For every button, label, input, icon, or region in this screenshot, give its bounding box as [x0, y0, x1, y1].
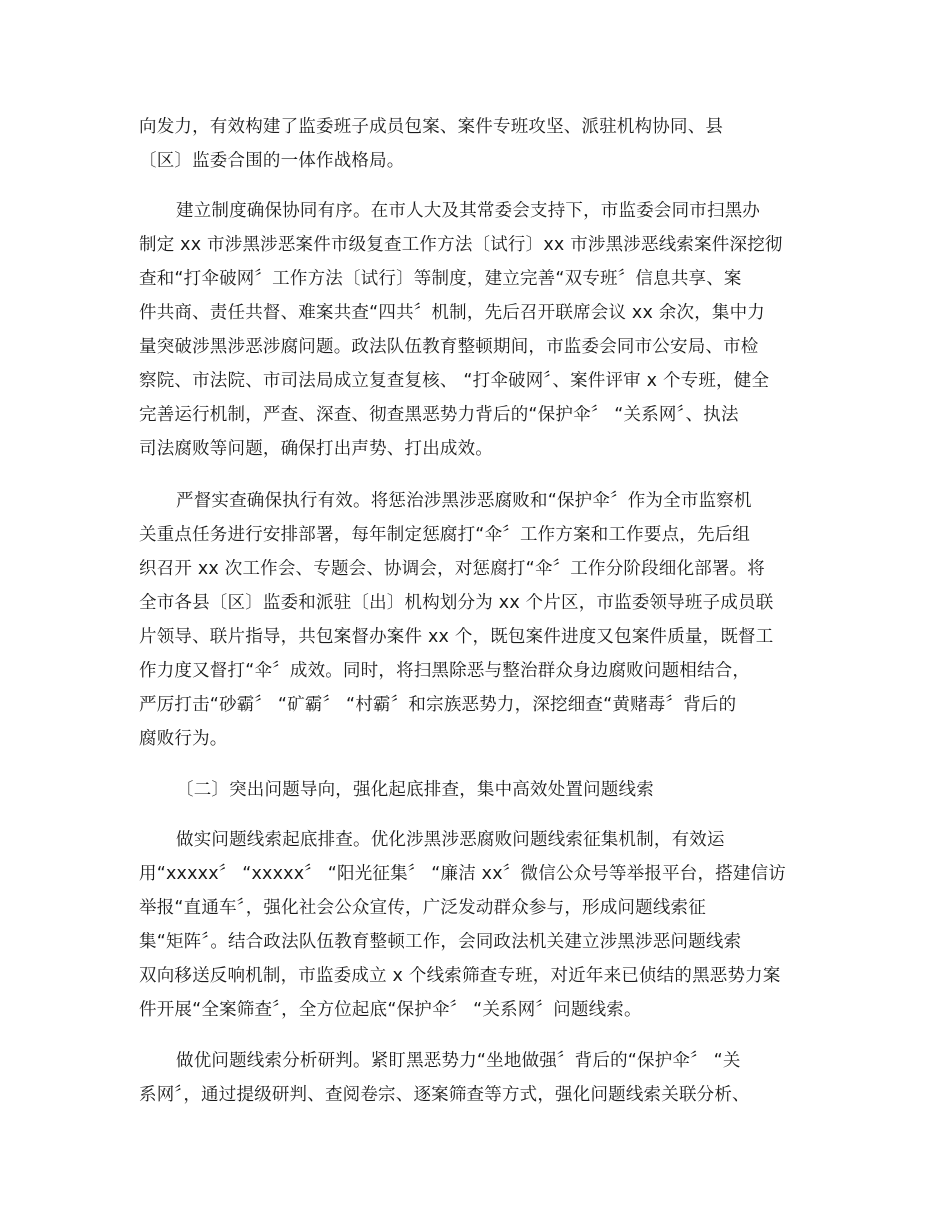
text-line: 举报“直通车〞，强化社会公众宣传，广泛发动群众参与，形成问题线索征 [139, 898, 706, 918]
text-line: 片领导、联片指导，共包案督办案件 xx 个，既包案件进度又包案件质量，既督工 [139, 627, 774, 647]
text-line: 完善运行机制，严查、深查、彻查黑恶势力背后的“保护伞〞 “关系网〞、执法 [139, 405, 739, 425]
text-line: 制定 xx 市涉黑涉恶案件市级复查工作方法〔试行〕xx 市涉黑涉恶线索案件深挖彻 [139, 235, 783, 255]
paragraph-heading-line: 建立制度确保协同有序。在市人大及其常委会支持下，市监委会同市扫黑办 [176, 201, 761, 221]
text-line: 关重点任务进行安排部署，每年制定惩腐打“伞〞工作方案和工作要点，先后组 [139, 525, 751, 545]
paragraph-heading-line: 做优问题线索分析研判。紧盯黑恶势力“坐地做强〞背后的“保护伞〞 “关 [176, 1051, 741, 1071]
text-line: 作力度又督打“伞〞成效。同时，将扫黑除恶与整治群众身边腐败问题相结合， [139, 661, 751, 681]
text-line: 查和“打伞破网〞工作方法〔试行〕等制度，建立完善“双专班〞信息共享、案 [139, 269, 742, 289]
text-line: 系网〞，通过提级研判、查阅卷宗、逐案筛查等方式，强化问题线索关联分析、 [139, 1085, 750, 1105]
text-line: 司法腐败等问题，确保打出声势、打出成效。 [139, 439, 493, 459]
text-line: 织召开 xx 次工作会、专题会、协调会，对惩腐打“伞〞工作分阶段细化部署。将 [139, 559, 766, 579]
text-line: 全市各县〔区〕监委和派驻〔出〕机构划分为 xx 个片区，市监委领导班子成员联 [139, 593, 774, 613]
text-line: 集“矩阵〞。结合政法队伍教育整顿工作，会同政法机关建立涉黑涉恶问题线索 [139, 932, 742, 952]
section-heading: 〔二〕突出问题导向，强化起底排查，集中高效处置问题线索 [176, 780, 654, 800]
paragraph-heading-line: 做实问题线索起底排查。优化涉黑涉恶腐败问题线索征集机制，有效运 [176, 830, 725, 850]
text-line: 〔区〕监委合围的一体作战格局。 [139, 151, 405, 171]
text-line: 察院、市法院、市司法局成立复查复核、 “打伞破网〞、案件评审 x 个专班，健全 [139, 371, 770, 391]
text-line: 量突破涉黑涉恶涉腐问题。政法队伍教育整顿期间，市监委会同市公安局、市检 [139, 337, 759, 357]
text-line: 件共商、责任共督、难案共查“四共〞机制，先后召开联席会议 xx 余次，集中力 [139, 303, 766, 323]
text-line: 双向移送反响机制，市监委成立 x 个线索筛查专班，对近年来已侦结的黑恶势力案 [139, 966, 781, 986]
paragraph-heading-line: 严督实查确保执行有效。将惩治涉黑涉恶腐败和“保护伞〞作为全市监察机 [176, 491, 752, 511]
text-line: 严厉打击“砂霸〞 “矿霸〞 “村霸〞和宗族恶势力，深挖细查“黄赌毒〞背后的 [139, 695, 737, 715]
text-line: 向发力，有效构建了监委班子成员包案、案件专班攻坚、派驻机构协同、县 [139, 117, 724, 137]
text-line: 用“xxxxx〞 “xxxxx〞 “阳光征集〞 “廉洁 xx〞微信公众号等举报平台，搭建信访 [139, 864, 786, 884]
text-line: 腐败行为。 [139, 729, 228, 749]
text-line: 件开展“全案筛查〞，全方位起底“保护伞〞 “关系网〞问题线索。 [139, 1000, 642, 1020]
